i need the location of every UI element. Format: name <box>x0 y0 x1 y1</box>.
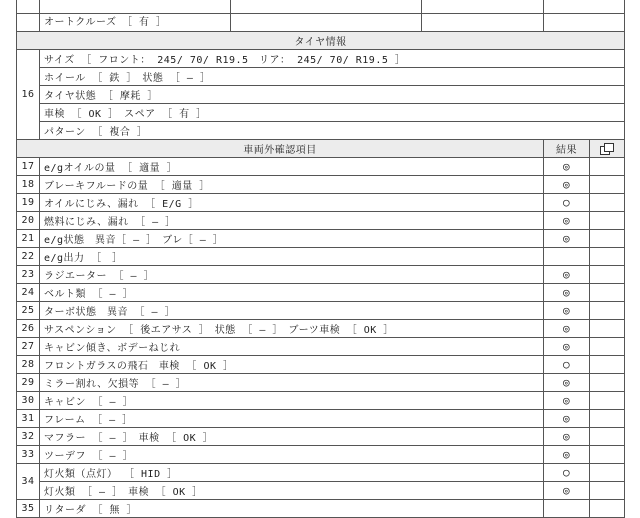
inspection-sheet <box>16 0 624 518</box>
row-item: 灯火類 ［ ― ］ 車検 ［ OK ］ <box>40 482 544 500</box>
inspection-table <box>16 0 625 518</box>
row-number: 27 <box>17 338 40 356</box>
row-number: 25 <box>17 302 40 320</box>
tire-wheel: ホイール ［ 鉄 ］ 状態 ［ ― ］ <box>40 68 625 86</box>
result-mark: ◎ <box>562 430 571 443</box>
result-mark: ◎ <box>562 160 571 173</box>
exterior-section-header <box>17 140 625 158</box>
table-row <box>17 284 625 302</box>
tire-row <box>17 50 625 68</box>
table-row <box>17 194 625 212</box>
table-row <box>17 248 625 266</box>
row-number: 21 <box>17 230 40 248</box>
row-item: e/g状態 異音［ ― ］ ブレ［ ― ］ <box>40 230 544 248</box>
row-extra <box>590 392 625 410</box>
tire-section-header <box>17 32 625 50</box>
row-item: サスペンション ［ 後エアサス ］ 状態 ［ ― ］ ブーツ車検 ［ OK ］ <box>40 320 544 338</box>
result-mark: ◎ <box>562 340 571 353</box>
row-number: 32 <box>17 428 40 446</box>
row-item: ブレーキフルードの量 ［ 適量 ］ <box>40 176 544 194</box>
row-number: 30 <box>17 392 40 410</box>
row-item: ベルト類 ［ ― ］ <box>40 284 544 302</box>
row-item: 灯火類（点灯） ［ HID ］ <box>40 464 544 482</box>
table-row <box>17 266 625 284</box>
row-result <box>544 302 590 320</box>
row-number: 17 <box>17 158 40 176</box>
row-extra <box>590 446 625 464</box>
table-row <box>17 212 625 230</box>
row-item: フロントガラスの飛石 車検 ［ OK ］ <box>40 356 544 374</box>
table-row <box>17 338 625 356</box>
row-result <box>544 446 590 464</box>
row-extra <box>590 248 625 266</box>
row-number: 20 <box>17 212 40 230</box>
result-mark: ◎ <box>562 448 571 461</box>
row-extra <box>590 356 625 374</box>
row-number: 31 <box>17 410 40 428</box>
row-extra <box>590 158 625 176</box>
table-row <box>17 374 625 392</box>
cruise-control-label: オートクルーズ ［ 有 ］ <box>40 14 231 31</box>
row-item: オイルにじみ、漏れ ［ E/G ］ <box>40 194 544 212</box>
row-result <box>544 194 590 212</box>
row-number: 34 <box>17 464 40 500</box>
row-item: ツーデフ ［ ― ］ <box>40 446 544 464</box>
result-mark: ○ <box>562 466 571 479</box>
row-number: 19 <box>17 194 40 212</box>
row-result <box>544 482 590 500</box>
result-mark: ◎ <box>562 232 571 245</box>
row-extra <box>590 374 625 392</box>
row-extra <box>590 266 625 284</box>
copy-cell[interactable] <box>590 140 625 158</box>
row-result <box>544 374 590 392</box>
table-row <box>17 482 625 500</box>
row-extra <box>590 230 625 248</box>
result-mark: ◎ <box>562 412 571 425</box>
table-row <box>17 500 625 518</box>
row-result <box>544 266 590 284</box>
row-item: e/g出力 ［ ］ <box>40 248 544 266</box>
table-row <box>17 158 625 176</box>
result-mark: ○ <box>562 196 571 209</box>
cruise-control-row <box>17 14 625 32</box>
row-number: 26 <box>17 320 40 338</box>
row-item: ターボ状態 異音 ［ ― ］ <box>40 302 544 320</box>
row-extra <box>590 284 625 302</box>
row-number: 28 <box>17 356 40 374</box>
row-item: ミラー割れ、欠損等 ［ ― ］ <box>40 374 544 392</box>
row-extra <box>590 302 625 320</box>
copy-icon[interactable] <box>599 142 615 156</box>
result-mark: ◎ <box>562 484 571 497</box>
table-row <box>17 428 625 446</box>
tire-row-number: 16 <box>17 50 40 140</box>
exterior-rows <box>17 158 625 464</box>
row-number: 22 <box>17 248 40 266</box>
tire-section-title: タイヤ情報 <box>17 32 625 50</box>
table-row <box>17 392 625 410</box>
tire-size: サイズ ［ フロント： 245/ 70/ R19.5 リア： 245/ 70/ R19.5 ］ <box>40 50 625 68</box>
result-mark: ◎ <box>562 268 571 281</box>
table-row <box>17 410 625 428</box>
result-mark: ◎ <box>562 214 571 227</box>
row-number: 24 <box>17 284 40 302</box>
row-item: キャビン傾き、ボデーねじれ <box>40 338 544 356</box>
table-row <box>17 446 625 464</box>
row-extra <box>590 410 625 428</box>
row-result <box>544 428 590 446</box>
row-number: 29 <box>17 374 40 392</box>
table-row <box>17 302 625 320</box>
row-result <box>544 356 590 374</box>
row-item: ラジエーター ［ ― ］ <box>40 266 544 284</box>
row-result <box>544 248 590 266</box>
row-result <box>544 338 590 356</box>
table-row <box>17 320 625 338</box>
table-row <box>17 464 625 482</box>
row-result <box>544 212 590 230</box>
row-result <box>544 284 590 302</box>
result-mark: ◎ <box>562 394 571 407</box>
row-item: フレーム ［ ― ］ <box>40 410 544 428</box>
row-number: 23 <box>17 266 40 284</box>
row-item: 燃料にじみ、漏れ ［ ― ］ <box>40 212 544 230</box>
row-extra <box>590 176 625 194</box>
row-item: e/gオイルの量 ［ 適量 ］ <box>40 158 544 176</box>
row-result <box>544 392 590 410</box>
result-mark: ◎ <box>562 322 571 335</box>
row-number: 18 <box>17 176 40 194</box>
row-result <box>544 320 590 338</box>
row-number: 33 <box>17 446 40 464</box>
result-mark: ○ <box>562 358 571 371</box>
top-blank-row <box>17 0 625 14</box>
row-item: リターダ ［ 無 ］ <box>40 500 544 518</box>
table-row <box>17 176 625 194</box>
row-item: マフラー ［ ― ］ 車検 ［ OK ］ <box>40 428 544 446</box>
result-mark: ◎ <box>562 304 571 317</box>
row-item: キャビン ［ ― ］ <box>40 392 544 410</box>
table-row <box>17 356 625 374</box>
tire-pattern: パターン ［ 複合 ］ <box>40 122 625 140</box>
row-number: 35 <box>17 500 40 518</box>
row-result <box>544 158 590 176</box>
table-row <box>17 230 625 248</box>
result-mark: ◎ <box>562 376 571 389</box>
row-extra <box>590 212 625 230</box>
tire-inspection: 車検 ［ OK ］ スペア ［ 有 ］ <box>40 104 625 122</box>
tire-condition: タイヤ状態 ［ 摩耗 ］ <box>40 86 625 104</box>
result-column-header: 結果 <box>544 140 590 158</box>
row-result <box>544 464 590 482</box>
result-mark: ◎ <box>562 286 571 299</box>
row-extra <box>590 320 625 338</box>
row-extra <box>590 194 625 212</box>
row-result <box>544 230 590 248</box>
row-result <box>544 176 590 194</box>
row-result <box>544 410 590 428</box>
row-extra <box>590 428 625 446</box>
exterior-section-title: 車両外確認項目 <box>17 140 544 158</box>
row-extra <box>590 338 625 356</box>
result-mark: ◎ <box>562 178 571 191</box>
